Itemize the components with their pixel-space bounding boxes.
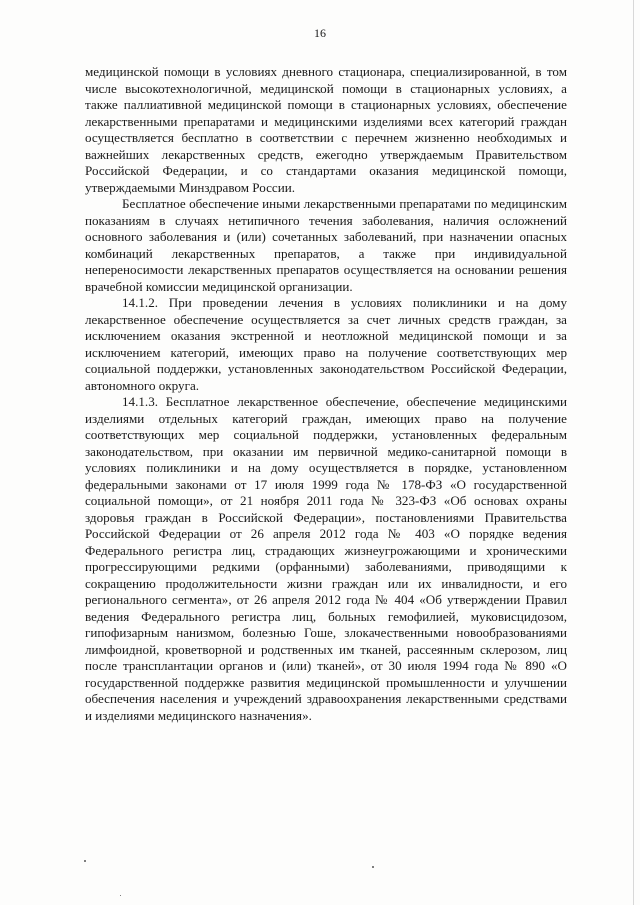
page-edge-line (633, 0, 634, 905)
paragraph-continuation: медицинской помощи в условиях дневного стационара, специализированной, в том числе высокотехнологичной, медицинской помощи в стационарных условиях, а также паллиативной медицинской помощи в стационарных условиях, обеспечение лекарственными препаратами и медицинскими изделиями всех категорий граждан осуществляется бесплатно в соответствии с перечнем жизненно необходимых и важнейших лекарственных средств, ежегодно утверждаемым Правительством Российской Федерации, и со стандартами оказания медицинской помощи, утверждаемыми Минздравом России. (85, 64, 567, 195)
scan-speck (120, 895, 121, 896)
scan-speck (372, 866, 374, 868)
paragraph-14-1-2: 14.1.2. При проведении лечения в условиях поликлиники и на дому лекарственное обеспечение осуществляется за счет личных средств граждан, за исключением оказания экстренной и неотложной медицинской помощи и за исключением категорий, имеющих право на получение соответствующих мер социальной поддержки, установленных законодательством Российской Федерации, автономного округа. (85, 295, 567, 393)
page-number: 16 (314, 26, 326, 40)
scan-speck (84, 860, 86, 862)
paragraph-14-1-3: 14.1.3. Бесплатное лекарственное обеспечение, обеспечение медицинскими изделиями отдельных категорий граждан, имеющих право на получение соответствующих мер социальной поддержки, установленных федеральным законодательством, при оказании им первичной медико-санитарной помощи в условиях поликлиники и на дому осуществляется в порядке, установленном федеральными законами от 17 июля 1999 года № 178-ФЗ «О государственной социальной помощи», от 21 ноября 2011 года № 323-ФЗ «Об основах охраны здоровья граждан в Российской Федерации», постановлениями Правительства Российской Федерации от 26 апреля 2012 года № 403 «О порядке ведения Федерального регистра лиц, страдающих жизнеугрожающими и хроническими прогрессирующими редкими (орфанными) заболеваниями, приводящими к сокращению продолжительности жизни граждан или их инвалидности, и его регионального сегмента», от 26 апреля 2012 года № 404 «Об утверждении Правил ведения Федерального регистра лиц, больных гемофилией, муковисцидозом, гипофизарным нанизмом, болезнью Гоше, злокачественными новообразованиями лимфоидной, кроветворной и родственных им тканей, рассеянным склерозом, лиц после трансплантации органов и (или) тканей», от 30 июля 1994 года № 890 «О государственной поддержке развития медицинской промышленности и улучшении обеспечения населения и учреждений здравоохранения лекарственными средствами и изделиями медицинского назначения». (85, 394, 567, 723)
paragraph-free-drugs: Бесплатное обеспечение иными лекарственными препаратами по медицинским показаниям в случаях нетипичного течения заболевания, наличия осложнений основного заболевания и (или) сочетанных заболеваний, при назначении опасных комбинаций лекарственных препаратов, а также при индивидуальной непереносимости лекарственных препаратов осуществляется на основании решения врачебной комиссии медицинской организации. (85, 196, 567, 294)
document-body (85, 64, 567, 724)
